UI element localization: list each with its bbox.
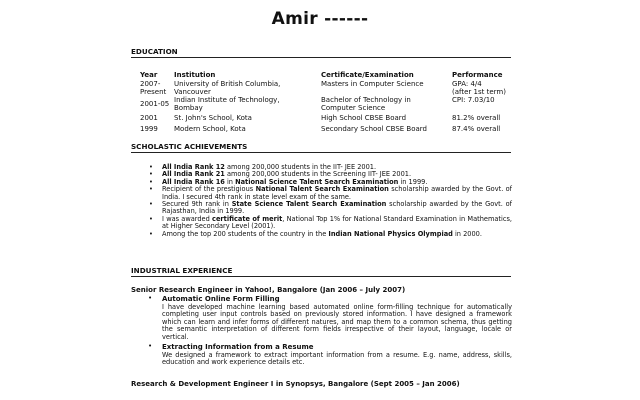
- edu-row-certificate: Secondary School CBSE Board: [321, 125, 427, 133]
- job-title: Senior Research Engineer in Yahoo!, Bangalore (Jan 2006 – July 2007): [131, 286, 406, 294]
- edu-row-performance: (after 1st term): [452, 88, 506, 96]
- edu-row-year: 2001-05: [140, 100, 170, 108]
- edu-row-institution: St. John's School, Kota: [174, 114, 252, 122]
- education-heading: EDUCATION: [131, 47, 511, 58]
- edu-row-institution: Modern School, Kota: [174, 125, 246, 133]
- edu-row-year: 1999: [140, 125, 158, 133]
- edu-row-year: 2007-: [140, 80, 161, 88]
- achievement-item: • Among the top 200 students of the country in the Indian National Physics Olympiad in 2000.: [162, 231, 512, 238]
- achievements-heading: SCHOLASTIC ACHIEVEMENTS: [131, 142, 511, 153]
- col-institution: Institution: [174, 71, 216, 79]
- edu-row-institution: Indian Institute of Technology,: [174, 96, 280, 104]
- project-title: Automatic Online Form Filling: [162, 295, 280, 303]
- achievement-item: • All India Rank 21 among 200,000 students in the Screening IIT- JEE 2001.: [162, 171, 512, 178]
- edu-row-year: 2001: [140, 114, 158, 122]
- edu-row-certificate: Bachelor of Technology in: [321, 96, 411, 104]
- edu-row-performance: CPI: 7.03/10: [452, 96, 495, 104]
- edu-row-certificate: Computer Science: [321, 104, 386, 112]
- edu-row-performance: 87.4% overall: [452, 125, 501, 133]
- achievement-item: • I was awarded certificate of merit, National Top 1% for National Standard Examination in Mathematics, at Higher Secondary Level (2001).: [162, 216, 512, 231]
- achievements-list: [162, 164, 512, 238]
- achievement-item: • All India Rank 16 in National Science Talent Search Examination in 1999.: [162, 179, 512, 186]
- edu-row-certificate: High School CBSE Board: [321, 114, 407, 122]
- achievement-item: • Secured 9th rank in State Science Talent Search Examination scholarship awarded by the Govt. of Rajasthan, India in 1999.: [162, 201, 512, 216]
- project-description: I have developed machine learning based automated online form-filling technique for automatically completing user input controls based on previously stored information. I have designed a framework which can learn and infer forms of different natures, and map them to a common schema, thus getting the semantic interpretation of different form fields irrespective of their layout, language, locale or vertical.: [162, 303, 512, 341]
- bullet-icon: •: [148, 342, 153, 350]
- edu-row-institution: Bombay: [174, 104, 203, 112]
- edu-row-performance: GPA: 4/4: [452, 80, 482, 88]
- edu-row-year: Present: [140, 88, 167, 96]
- edu-row-performance: 81.2% overall: [452, 114, 501, 122]
- edu-row-certificate: Masters in Computer Science: [321, 80, 424, 88]
- project-description: We designed a framework to extract important information from a resume. E.g. name, address, skills, education and work experience details etc.: [162, 351, 512, 367]
- edu-row-institution: Vancouver: [174, 88, 211, 96]
- bullet-icon: •: [148, 294, 153, 302]
- achievement-item: • Recipient of the prestigious National Talent Search Examination scholarship awarded by the Govt. of India. I secured 4th rank in state level exam of the same.: [162, 186, 512, 201]
- achievement-item: • All India Rank 12 among 200,000 students in the IIT- JEE 2001.: [162, 164, 512, 171]
- job-title: Research & Development Engineer I in Synopsys, Bangalore (Sept 2005 – Jan 2006): [131, 380, 460, 388]
- project-title: Extracting Information from a Resume: [162, 343, 314, 351]
- experience-heading: INDUSTRIAL EXPERIENCE: [131, 266, 511, 277]
- candidate-name: Amir ------: [271, 9, 369, 29]
- col-certificate: Certificate/Examination: [321, 71, 414, 79]
- edu-row-institution: University of British Columbia,: [174, 80, 281, 88]
- col-year: Year: [140, 71, 158, 79]
- col-performance: Performance: [452, 71, 503, 79]
